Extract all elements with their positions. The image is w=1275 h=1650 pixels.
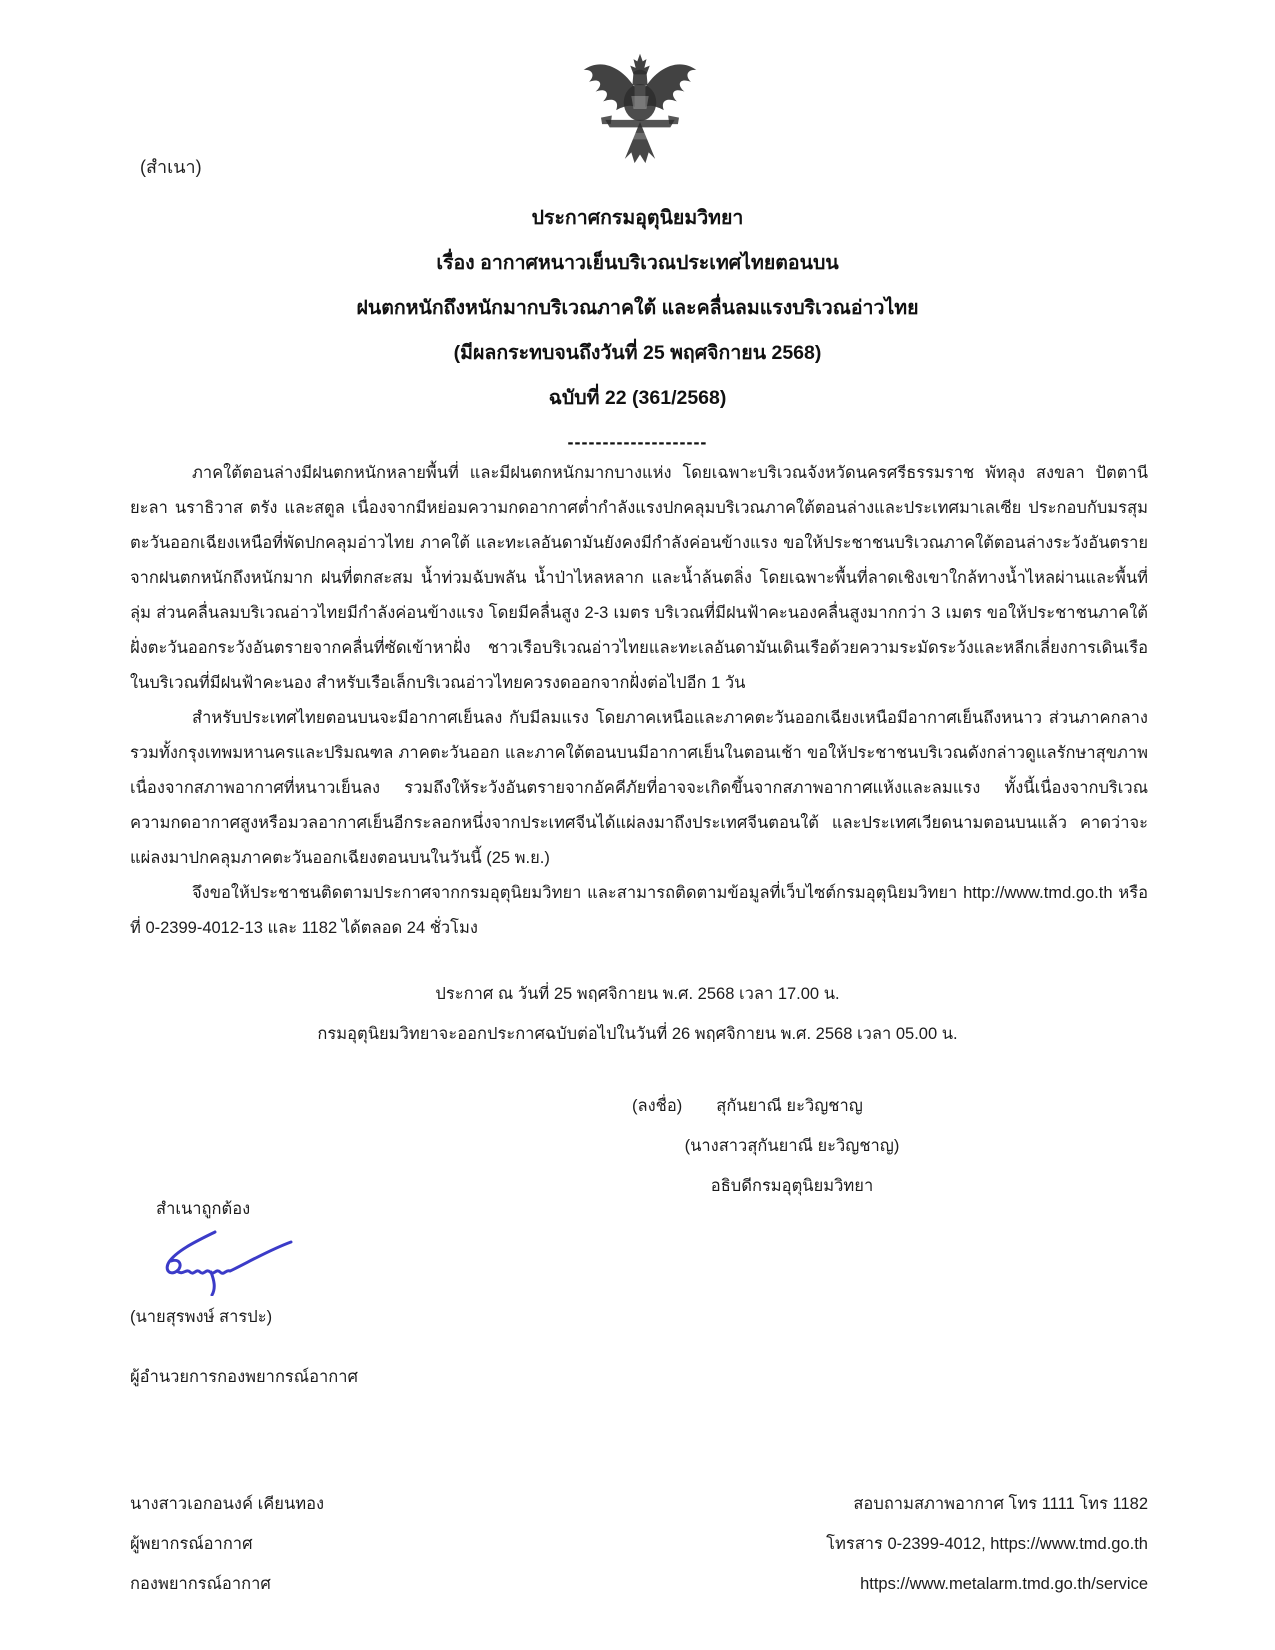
- signed-line: [632, 1086, 952, 1126]
- signer-name: สุกันยาณี ยะวิญชาญ: [716, 1097, 863, 1115]
- document-title: ประกาศกรมอุตุนิยมวิทยา: [531, 207, 744, 229]
- forecaster-name: นางสาวเอกอนงค์ เคียนทอง: [130, 1495, 325, 1513]
- header-block: [0, 196, 1275, 463]
- body-text: [130, 456, 1148, 946]
- handwritten-signature-icon: [148, 1226, 308, 1296]
- effective-date-line: (มีผลกระทบจนถึงวันที่ 25 พฤศจิกายน 2568): [453, 342, 822, 364]
- next-issue-line: กรมอุตุนิยมวิทยาจะออกประกาศฉบับต่อไปในวันที่ 26 พฤศจิกายน พ.ศ. 2568 เวลา 05.00 น.: [317, 1025, 958, 1043]
- signer-title: อธิบดีกรมอุตุนิยมวิทยา: [710, 1177, 874, 1195]
- signed-label: (ลงชื่อ): [632, 1097, 683, 1115]
- metalarm-url: https://www.metalarm.tmd.go.th/service: [860, 1575, 1148, 1593]
- divider-dashes: --------------------: [567, 432, 708, 452]
- forecaster-title: ผู้พยากรณ์อากาศ: [130, 1535, 253, 1553]
- issued-block: [0, 974, 1275, 1054]
- subject-line-1: เรื่อง อากาศหนาวเย็นบริเวณประเทศไทยตอนบน: [436, 252, 839, 274]
- footer-left-column: [130, 1484, 324, 1604]
- paragraph-south-rain: ภาคใต้ตอนล่างมีฝนตกหนักหลายพื้นที่ และมีฝนตกหนักมากบางแห่ง โดยเฉพาะบริเวณจังหวัดนครศรีธรรมราช พัทลุง สงขลา ปัตตานี ยะลา นราธิวาส ตรัง และสตูล เนื่องจากมีหย่อมความกดอากาศต่ำกำลังแรงปกคลุมบริเวณภาคใต้ตอนล่างและประเทศมาเลเซีย ประกอบกับมรสุมตะวันออกเฉียงเหนือที่พัดปกคลุมอ่าวไทย ภาคใต้ และทะเลอันดามันยังคงมีกำลังค่อนข้างแรง ขอให้ประชาชนบริเวณภาคใต้ตอนล่างระวังอันตรายจากฝนตกหนักถึงหนักมาก ฝนที่ตกสะสม น้ำท่วมฉับพลัน น้ำป่าไหลหลาก และน้ำล้นตลิ่ง โดยเฉพาะพื้นที่ลาดเชิงเขาใกล้ทางน้ำไหลผ่านและพื้นที่ลุ่ม ส่วนคลื่นลมบริเวณอ่าวไทยมีกำลังค่อนข้างแรง โดยมีคลื่นสูง 2-3 เมตร บริเวณที่มีฝนฟ้าคะนองคลื่นสูงมากกว่า 3 เมตร ขอให้ประชาชนภาคใต้ฝั่งตะวันออกระวังอันตรายจากคลื่นที่ซัดเข้าหาฝั่ง ชาวเรือบริเวณอ่าวไทยและทะเลอันดามันเดินเรือด้วยความระมัดระวังและหลีกเลี่ยงการเดินเรือในบริเวณที่มีฝนฟ้าคะนอง สำหรับเรือเล็กบริเวณอ่าวไทยควรงดออกจากฝั่งต่อไปอีก 1 วัน: [130, 464, 1148, 692]
- weather-inquiry-phone: สอบถามสภาพอากาศ โทร 1111 โทร 1182: [853, 1495, 1148, 1513]
- fax-and-website: โทรสาร 0-2399-4012, https://www.tmd.go.th: [826, 1535, 1148, 1553]
- paragraph-upper-thailand-cold: สำหรับประเทศไทยตอนบนจะมีอากาศเย็นลง กับมีลมแรง โดยภาคเหนือและภาคตะวันออกเฉียงเหนือมีอากาศเย็นถึงหนาว ส่วนภาคกลาง รวมทั้งกรุงเทพมหานครและปริมณฑล ภาคตะวันออก และภาคใต้ตอนบนมีอากาศเย็นในตอนเช้า ขอให้ประชาชนบริเวณดังกล่าวดูแลรักษาสุขภาพเนื่องจากสภาพอากาศที่หนาวเย็นลง รวมถึงให้ระวังอันตรายจากอัคคีภัยที่อาจจะเกิดขึ้นจากสภาพอากาศแห้งและลมแรง ทั้งนี้เนื่องจากบริเวณความกดอากาศสูงหรือมวลอากาศเย็นอีกระลอกหนึ่งจากประเทศจีนได้แผ่ลงมาถึงประเทศจีนตอนใต้ และประเทศเวียดนามตอนบนแล้ว คาดว่าจะแผ่ลงมาปกคลุมภาคตะวันออกเฉียงตอนบนในวันนี้ (25 พ.ย.): [130, 709, 1148, 867]
- footer-right-column: [826, 1484, 1148, 1604]
- certification-block: [130, 1196, 490, 1390]
- forecaster-division: กองพยากรณ์อากาศ: [130, 1575, 271, 1593]
- issued-date-line: ประกาศ ณ วันที่ 25 พฤศจิกายน พ.ศ. 2568 เวลา 17.00 น.: [435, 985, 840, 1003]
- certifier-title: ผู้อำนวยการกองพยากรณ์อากาศ: [130, 1368, 359, 1386]
- copy-label: (สำเนา): [140, 157, 202, 177]
- certifier-name: (นายสุรพงษ์ สารปะ): [130, 1308, 273, 1326]
- certified-copy-label: สำเนาถูกต้อง: [156, 1200, 251, 1218]
- signer-full-name: (นางสาวสุกันยาณี ยะวิญชาญ): [684, 1137, 900, 1155]
- issue-number-line: ฉบับที่ 22 (361/2568): [548, 387, 727, 409]
- paragraph-follow-updates: จึงขอให้ประชาชนติดตามประกาศจากกรมอุตุนิยมวิทยา และสามารถติดตามข้อมูลที่เว็บไซต์กรมอุตุนิยมวิทยา http://www.tmd.go.th หรือที่ 0-2399-4012-13 และ 1182 ได้ตลอด 24 ชั่วโมง: [130, 884, 1148, 937]
- garuda-emblem-icon: [575, 40, 705, 178]
- signature-block: [632, 1086, 952, 1206]
- subject-line-2: ฝนตกหนักถึงหนักมากบริเวณภาคใต้ และคลื่นลมแรงบริเวณอ่าวไทย: [356, 297, 919, 319]
